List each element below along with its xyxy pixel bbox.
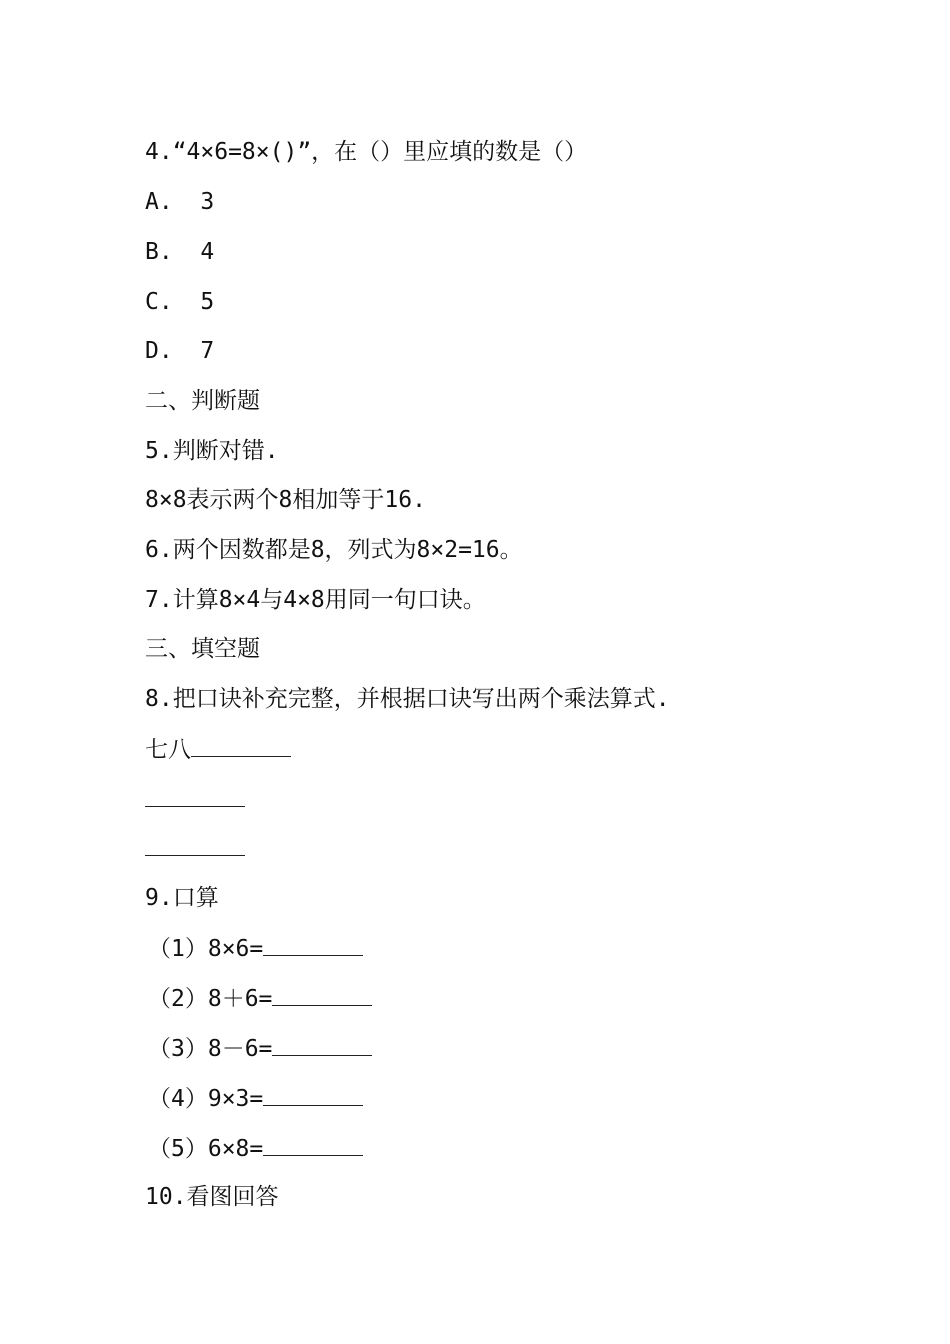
question-9-item-3-blank[interactable] [272, 1033, 372, 1056]
question-9-item-1 [148, 933, 363, 964]
question-4-option-b: B. 4 [145, 239, 215, 265]
question-9-item-4-blank[interactable] [263, 1083, 363, 1106]
question-8-equation-blank-1[interactable] [145, 784, 245, 807]
question-7-stem: 7.计算8×4与4×8用同一句口诀。 [145, 587, 486, 613]
question-9-item-3 [148, 1033, 372, 1064]
section-2-title: 二、判断题 [145, 388, 260, 414]
question-9-item-4 [148, 1083, 363, 1114]
question-8-rhyme-row [145, 734, 291, 765]
question-8-equation-blank-2[interactable] [145, 833, 245, 856]
question-9-item-2 [148, 983, 372, 1014]
question-8-stem: 8.把口诀补充完整，并根据口诀写出两个乘法算式. [145, 686, 670, 712]
question-9-item-3-text: （3）8－6= [148, 1036, 273, 1062]
question-4-stem: 4.“4×6=8×()”，在（）里应填的数是（） [145, 139, 588, 165]
question-6-stem: 6.两个因数都是8，列式为8×2=16。 [145, 537, 523, 563]
question-9-item-4-text: （4）9×3= [148, 1086, 264, 1112]
question-4-option-d: D. 7 [145, 338, 215, 364]
question-9-item-1-blank[interactable] [263, 933, 363, 956]
question-9-item-5-blank[interactable] [263, 1133, 363, 1156]
question-9-item-1-text: （1）8×6= [148, 936, 264, 962]
question-8-equation-row-1 [145, 784, 245, 815]
question-8-rhyme-answer-blank[interactable] [191, 734, 291, 757]
question-8-rhyme-prompt: 七八 [145, 737, 191, 763]
question-9-item-2-blank[interactable] [272, 983, 372, 1006]
question-8-equation-row-2 [145, 833, 245, 864]
question-9-item-2-text: （2）8＋6= [148, 986, 273, 1012]
question-5-statement: 8×8表示两个8相加等于16. [145, 487, 426, 513]
question-9-item-5-text: （5）6×8= [148, 1136, 264, 1162]
question-5-stem: 5.判断对错. [145, 438, 279, 464]
question-4-option-c: C. 5 [145, 289, 215, 315]
question-9-item-5 [148, 1133, 363, 1164]
question-9-stem: 9.口算 [145, 885, 219, 911]
question-4-option-a: A. 3 [145, 189, 215, 215]
section-3-title: 三、填空题 [145, 636, 260, 662]
question-10-stem: 10.看图回答 [145, 1184, 279, 1210]
